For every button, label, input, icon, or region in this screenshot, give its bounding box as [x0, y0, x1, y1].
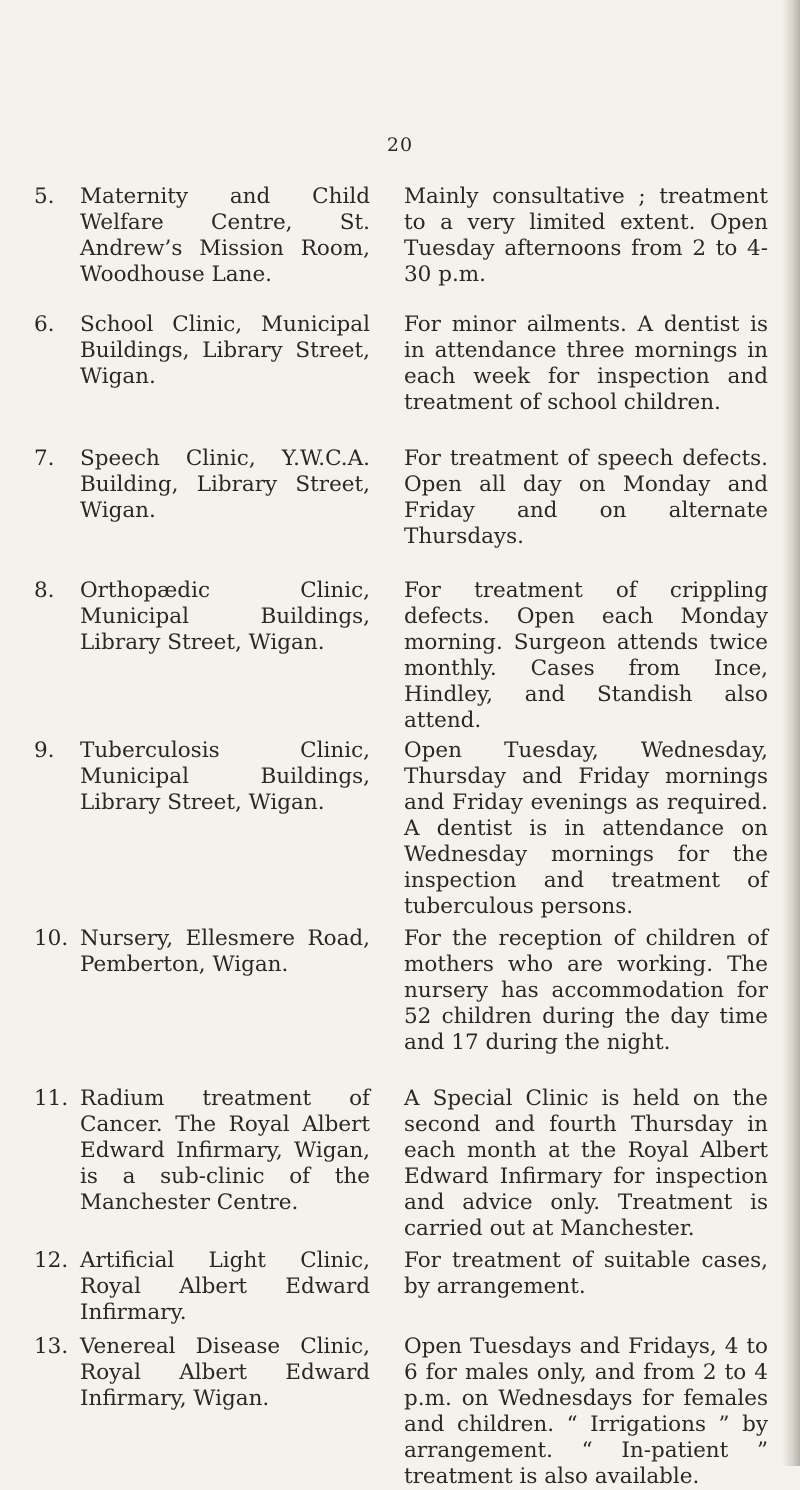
entry-number: 8.	[34, 578, 55, 603]
entry-description: For treatment of suitable cases, by arrangement.	[404, 1248, 768, 1299]
entry-description: A Special Clinic is held on the second and fourth Thursday in each month at the Royal Albert Edward Infirmary for inspection and advice only. Treatment is carried out at Manchester.	[404, 1086, 768, 1241]
entry-description: Open Tuesday, Wednesday, Thursday and Friday mornings and Friday evenings as required. A dentist is in attendance on Wednesday mornings for the inspection and treatment of tuberculous persons.	[404, 738, 768, 919]
entry-place: Maternity and Child Welfare Centre, St. Andrew’s Mission Room, Woodhouse Lane.	[80, 184, 370, 287]
entry-description: Mainly consultative ; treatment to a very limited extent. Open Tuesday afternoons from 2 to 4-30 p.m.	[404, 184, 768, 287]
entry-place: Radium treatment of Cancer. The Royal Albert Edward Infirmary, Wigan, is a sub-clinic of the Manchester Centre.	[80, 1086, 370, 1215]
entry-description: For treatment of crippling defects. Open each Monday morning. Surgeon attends twice monthly. Cases from Ince, Hindley, and Standish also attend.	[404, 578, 768, 733]
entry-number: 12.	[34, 1248, 69, 1273]
entry-place: School Clinic, Municipal Buildings, Library Street, Wigan.	[80, 312, 370, 389]
entry-number: 13.	[34, 1334, 69, 1359]
entry-place: Venereal Disease Clinic, Royal Albert Edward Infirmary, Wigan.	[80, 1334, 370, 1411]
page-number: 20	[386, 134, 414, 156]
entry-place: Tuberculosis Clinic, Municipal Buildings, Library Street, Wigan.	[80, 738, 370, 815]
entry-number: 5.	[34, 184, 55, 209]
entry-place: Artificial Light Clinic, Royal Albert Edward Infirmary.	[80, 1248, 370, 1325]
entry-description: For treatment of speech defects. Open all day on Monday and Friday and on alternate Thursdays.	[404, 446, 768, 549]
entry-description: For the reception of children of mothers who are working. The nursery has accommodation for 52 children during the day time and 17 during the night.	[404, 926, 768, 1055]
entry-place: Speech Clinic, Y.W.C.A. Building, Library Street, Wigan.	[80, 446, 370, 523]
entry-place: Nursery, Ellesmere Road, Pemberton, Wigan.	[80, 926, 370, 977]
entry-number: 11.	[34, 1086, 69, 1111]
entry-place: Orthopædic Clinic, Municipal Buildings, Library Street, Wigan.	[80, 578, 370, 655]
page-edge-shadow	[782, 0, 800, 1466]
entry-number: 9.	[34, 738, 55, 763]
entry-number: 7.	[34, 446, 55, 471]
entry-description: For minor ailments. A dentist is in attendance three mornings in each week for inspection and treatment of school children.	[404, 312, 768, 415]
entry-number: 6.	[34, 312, 55, 337]
entry-number: 10.	[34, 926, 69, 951]
entry-description: Open Tuesdays and Fridays, 4 to 6 for males only, and from 2 to 4 p.m. on Wednesdays for females and children. “ Irrigations ” by arrangement. “ In-patient ” treatment is also available.	[404, 1334, 768, 1489]
